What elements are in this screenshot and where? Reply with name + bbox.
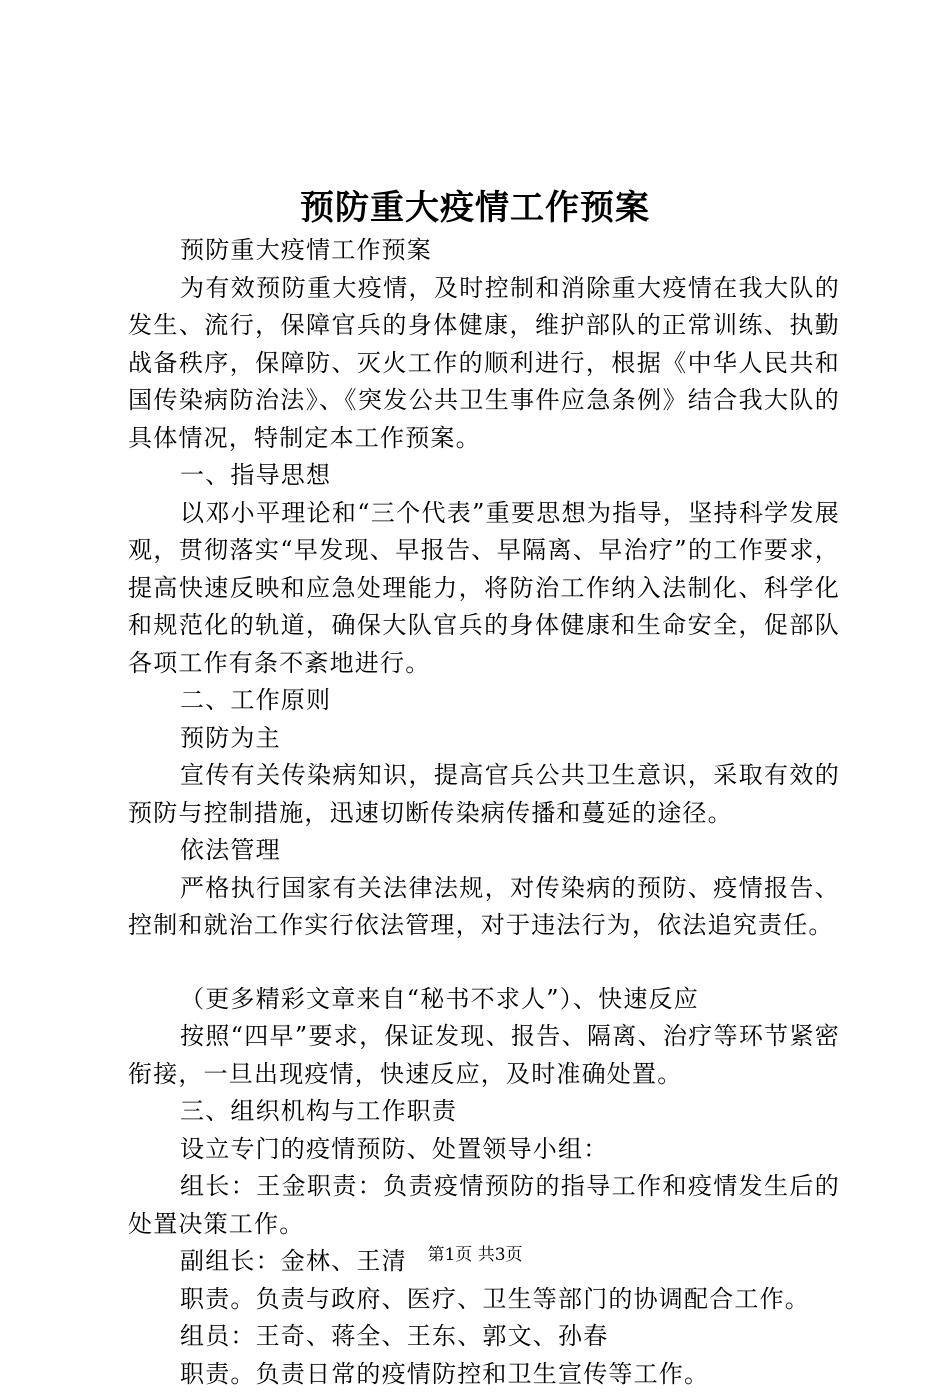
paragraph-prevention-first: 宣传有关传染病知识，提高官兵公共卫生意识，采取有效的预防与控制措施，迅速切断传染病传播和蔓延的途径。 [128, 757, 840, 832]
subheading-quick-response: （更多精彩文章来自“秘书不求人”）、快速反应 [128, 981, 840, 1019]
paragraph-members: 组员：王奇、蒋全、王东、郭文、孙春 [128, 1318, 840, 1356]
page-number-footer: 第1页 共3页 [0, 1243, 950, 1267]
paragraph-legal-management: 严格执行国家有关法律法规，对传染病的预防、疫情报告、控制和就治工作实行依法管理，对于违法行为，依法追究责任。 [128, 870, 840, 945]
subheading-prevention-first: 预防为主 [128, 720, 840, 758]
paragraph-deputy-leaders: 副组长：金林、王清 [128, 1243, 840, 1281]
paragraph-group-leader: 组长：王金职责：负责疫情预防的指导工作和疫情发生后的处置决策工作。 [128, 1168, 840, 1243]
heading-guiding-ideology: 一、指导思想 [128, 457, 840, 495]
document-title: 预防重大疫情工作预案 [0, 183, 950, 233]
subheading-legal-management: 依法管理 [128, 832, 840, 870]
paragraph-subtitle: 预防重大疫情工作预案 [128, 232, 840, 270]
paragraph-leadership-group: 设立专门的疫情预防、处置领导小组： [128, 1131, 840, 1169]
heading-organization: 三、组织机构与工作职责 [128, 1093, 840, 1131]
paragraph-quick-response: 按照“四早”要求，保证发现、报告、隔离、治疗等环节紧密衔接，一旦出现疫情，快速反应，及时准确处置。 [128, 1018, 840, 1093]
heading-work-principles: 二、工作原则 [128, 682, 840, 720]
document-body [128, 232, 840, 1393]
paragraph-member-duties: 职责。负责日常的疫情防控和卫生宣传等工作。 [128, 1356, 840, 1393]
paragraph-deputy-duties: 职责。负责与政府、医疗、卫生等部门的协调配合工作。 [128, 1281, 840, 1319]
paragraph-guiding-ideology: 以邓小平理论和“三个代表”重要思想为指导，坚持科学发展观，贯彻落实“早发现、早报告、早隔离、早治疗”的工作要求，提高快速反映和应急处理能力，将防治工作纳入法制化、科学化和规范化的轨道，确保大队官兵的身体健康和生命安全，促部队各项工作有条不紊地进行。 [128, 495, 840, 683]
paragraph-intro: 为有效预防重大疫情，及时控制和消除重大疫情在我大队的发生、流行，保障官兵的身体健康，维护部队的正常训练、执勤战备秩序，保障防、灭火工作的顺利进行，根据《中华人民共和国传染病防治法》、《突发公共卫生事件应急条例》结合我大队的具体情况，特制定本工作预案。 [128, 270, 840, 458]
